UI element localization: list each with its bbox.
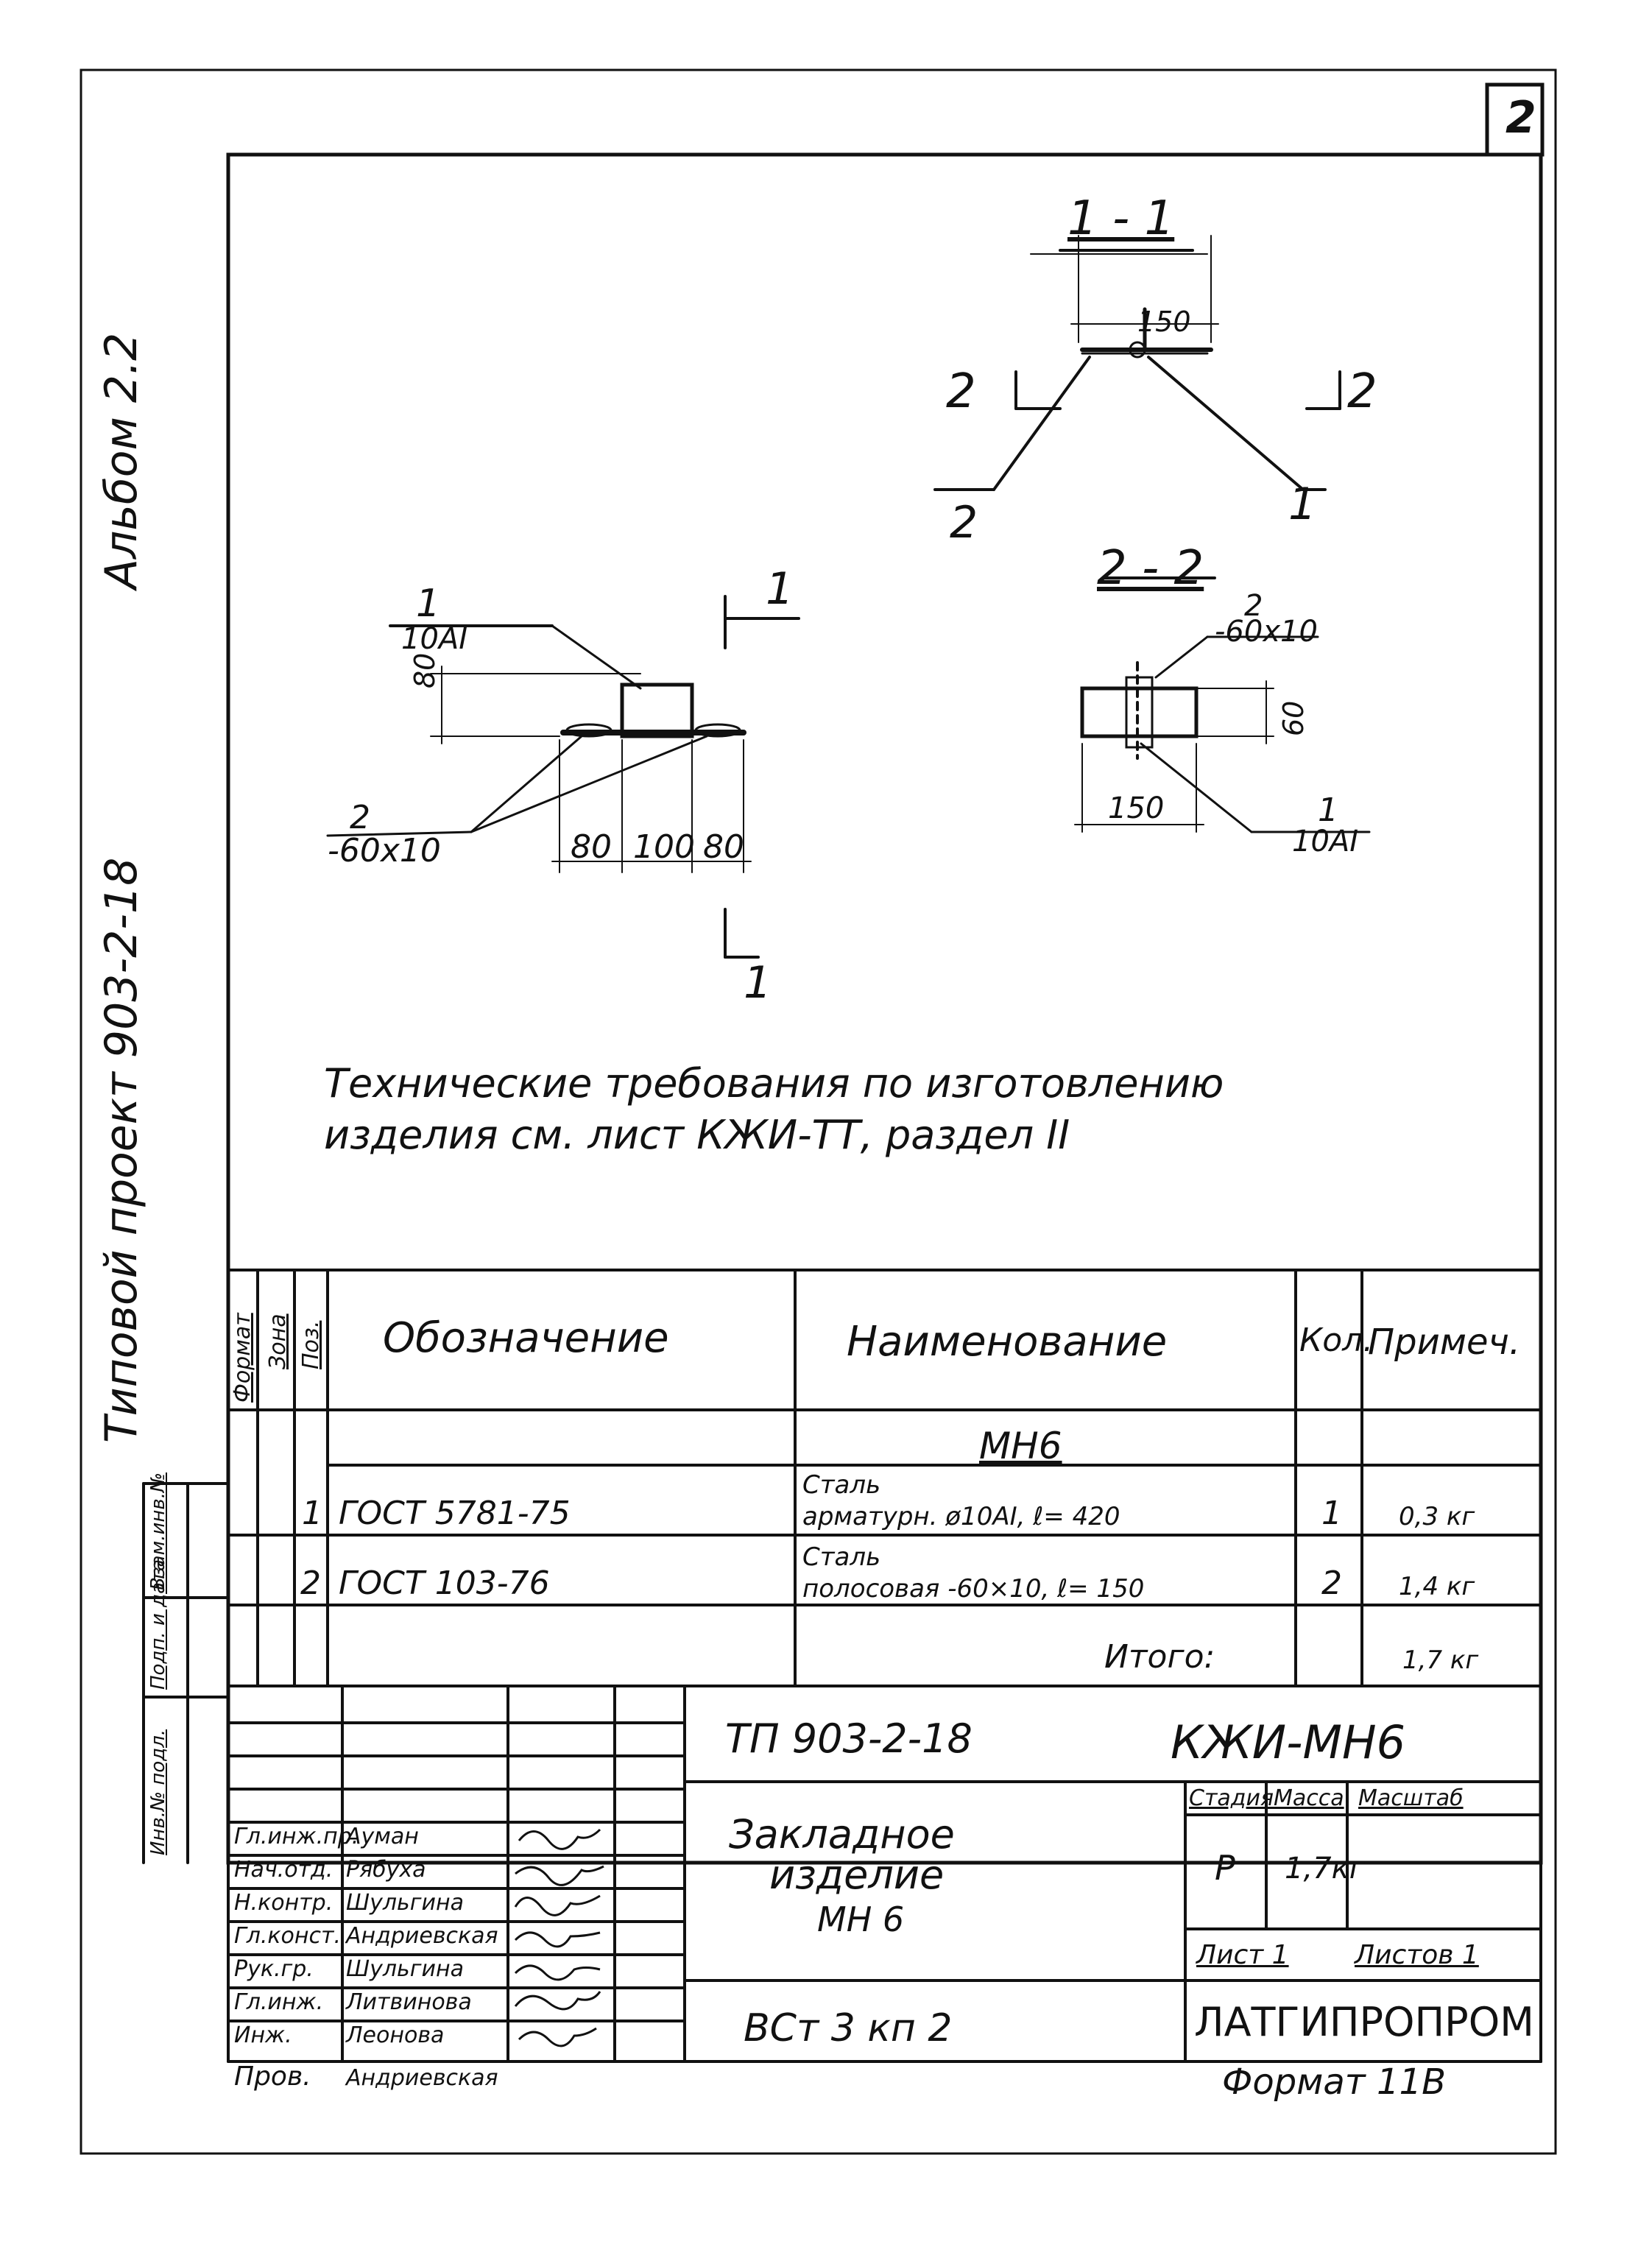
spec-group: МН6 (979, 1425, 1062, 1467)
signer-role: Гл.инж.пр. (234, 1824, 359, 1849)
material: ВСт 3 кп 2 (744, 2006, 953, 2050)
row1-name-2: арматурн. ø10AI, ℓ= 420 (802, 1502, 1120, 1531)
signer-name: Шульгина (346, 1890, 464, 1916)
elev-cut-bottom: 1 (744, 957, 772, 1009)
elev-dim-3: 80 (703, 828, 744, 866)
col-qty: Кол. (1299, 1322, 1374, 1359)
row1-qty: 1 (1321, 1495, 1342, 1532)
elevation-sketch (328, 596, 799, 957)
row1-note: 0,3 кг (1399, 1502, 1475, 1531)
col-note: Примеч. (1368, 1322, 1521, 1363)
stage-label: Стадия (1189, 1785, 1274, 1811)
mass-label: Масса (1274, 1785, 1344, 1811)
corner-mark: 2 (1505, 92, 1536, 144)
row2-designation: ГОСТ 103-76 (339, 1565, 550, 1602)
elev-pos2-num: 2 (350, 799, 370, 836)
s22-pos1-spec: 10AI (1292, 825, 1359, 858)
section-1-1-title: 1 - 1 (1067, 191, 1175, 246)
organization: ЛАТГИПРОПРОМ (1194, 1999, 1534, 2045)
col-zone: Зона (265, 1313, 291, 1369)
s11-pos-left: 2 (950, 497, 978, 549)
stage-value: Р (1215, 1848, 1235, 1888)
elev-cut-top: 1 (766, 563, 794, 615)
mass-value: 1,7кг (1285, 1852, 1365, 1886)
signer-name: Леонова (346, 2022, 445, 2048)
project-label: Типовой проект 903-2-18 (96, 857, 147, 1443)
elev-pos1-spec: 10AI (401, 622, 468, 656)
stamp-replace: Взам.инв.№ (147, 1472, 169, 1590)
sheets-label: Листов 1 (1355, 1940, 1479, 1970)
elev-pos2-spec: -60x10 (328, 832, 441, 870)
s22-height-dim: 60 (1277, 700, 1310, 736)
row1-designation: ГОСТ 5781-75 (339, 1495, 571, 1532)
row2-pos: 2 (300, 1565, 321, 1602)
item-name-3: МН 6 (817, 1900, 905, 1939)
sheet-label: Лист 1 (1196, 1940, 1289, 1970)
item-name-1: Закладное (729, 1811, 955, 1858)
item-name-2: изделие (769, 1852, 945, 1898)
row2-name-1: Сталь (802, 1542, 881, 1572)
signer-role: Гл.конст. (234, 1923, 342, 1949)
s22-pos2-num: 2 (1244, 589, 1263, 623)
row2-qty: 2 (1321, 1565, 1342, 1602)
s22-pos2-spec: -60x10 (1215, 615, 1318, 649)
note-line-2: изделия см. лист КЖИ-ТТ, раздел II (324, 1112, 1070, 1158)
album-label: Альбом 2.2 (96, 332, 147, 589)
s11-pos-right: 1 (1288, 479, 1317, 530)
doc-mark: КЖИ-МН6 (1171, 1715, 1406, 1769)
checked-by-role: Пров. (234, 2061, 311, 2092)
signer-role: Н.контр. (234, 1890, 333, 1916)
checked-by-name: Андриевская (346, 2065, 498, 2091)
signer-name: Андриевская (346, 1923, 498, 1949)
signer-name: Рябуха (346, 1857, 426, 1883)
elev-dim-2: 100 (633, 828, 695, 866)
elev-pos1-num: 1 (416, 582, 441, 626)
row1-name-1: Сталь (802, 1470, 881, 1500)
row2-note: 1,4 кг (1399, 1572, 1475, 1601)
doc-code: ТП 903-2-18 (725, 1715, 973, 1762)
elev-dim-1: 80 (571, 828, 612, 866)
signer-name: Литвинова (346, 1989, 472, 2015)
signer-role: Рук.гр. (234, 1956, 314, 1982)
stamp-inv-no: Инв.№ подл. (147, 1729, 169, 1855)
signer-role: Гл.инж. (234, 1989, 324, 2015)
section-2-2-title: 2 - 2 (1097, 541, 1204, 596)
stamp-sign-date: Подп. и дата (147, 1559, 169, 1690)
col-pos: Поз. (298, 1320, 324, 1369)
col-name: Наименование (847, 1318, 1168, 1366)
s22-pos1-num: 1 (1318, 791, 1338, 829)
signer-name: Шульгина (346, 1956, 464, 1982)
total-label: Итого: (1104, 1638, 1215, 1676)
signer-name: Ауман (346, 1824, 419, 1849)
elev-height-dim: 80 (409, 652, 441, 688)
note-line-1: Технические требования по изготовлению (324, 1060, 1224, 1107)
signatures (508, 1819, 615, 2061)
s22-width-dim: 150 (1108, 791, 1165, 825)
s11-cut-left: 2 (946, 364, 976, 419)
row1-pos: 1 (302, 1495, 322, 1532)
total-value: 1,7 кг (1402, 1646, 1479, 1675)
section-1-1-sketch (935, 236, 1340, 490)
row2-name-2: полосовая -60×10, ℓ= 150 (802, 1574, 1145, 1604)
scale-label: Масштаб (1358, 1785, 1464, 1811)
col-format: Формат (230, 1313, 255, 1403)
signer-role: Нач.отд. (234, 1857, 333, 1883)
col-designation: Обозначение (383, 1314, 669, 1362)
s11-cut-right: 2 (1347, 364, 1377, 419)
format-label: Формат 11В (1222, 2061, 1447, 2103)
s11-width-dim: 150 (1137, 306, 1191, 338)
signer-role: Инж. (234, 2022, 292, 2048)
